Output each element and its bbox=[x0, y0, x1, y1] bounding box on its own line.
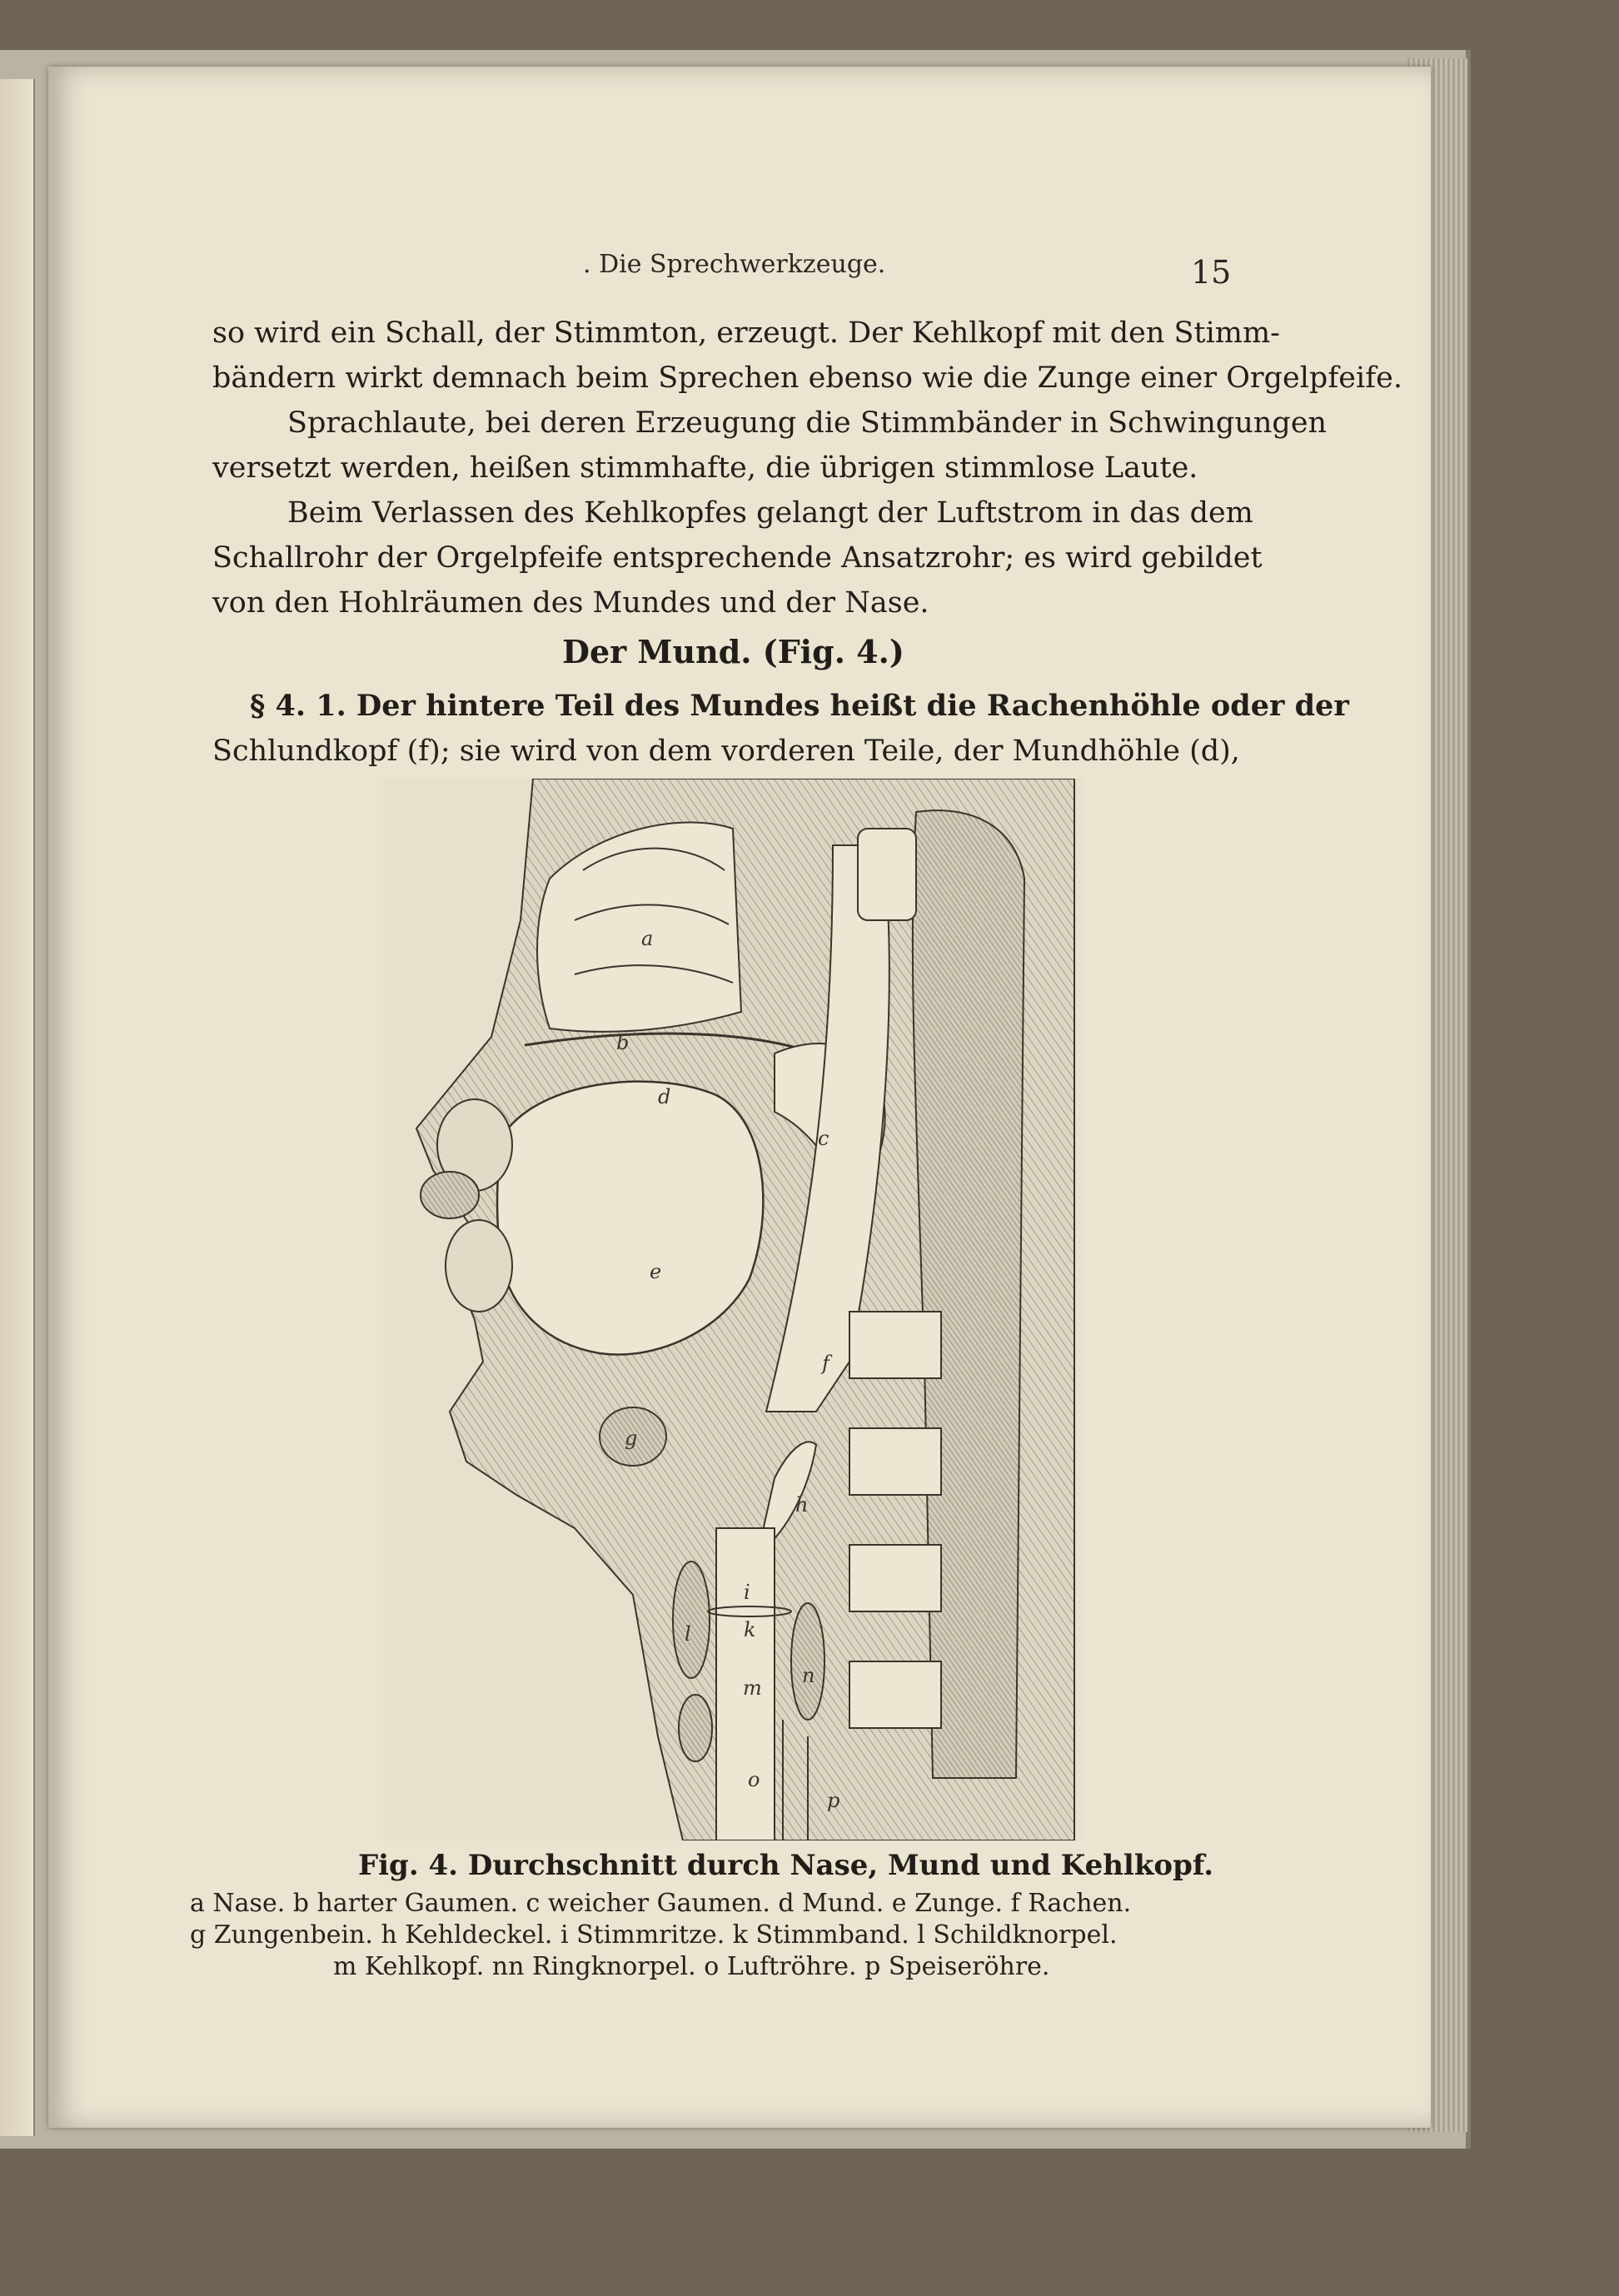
figure-label-f: f bbox=[822, 1352, 829, 1375]
figure-legend-line: a Nase. b harter Gaumen. c weicher Gaumen. d Mund. e Zunge. f Rachen. bbox=[190, 1889, 1132, 1918]
figure-legend-line: g Zungenbein. h Kehldeckel. i Stimmritze. k Stimmband. l Schildknorpel. bbox=[190, 1920, 1118, 1950]
figure-label-h: h bbox=[795, 1493, 809, 1517]
figure-label-a: a bbox=[641, 927, 654, 950]
figure-label-n: n bbox=[802, 1664, 815, 1687]
section-line: Schlundkopf (f); sie wird von dem vorderen Teile, der Mundhöhle (d), bbox=[212, 735, 1240, 768]
figure-label-o: o bbox=[748, 1768, 760, 1791]
running-title: . Die Sprechwerkzeuge. bbox=[583, 250, 886, 279]
figure-label-i: i bbox=[744, 1581, 750, 1604]
figure-label-m: m bbox=[743, 1676, 762, 1700]
section-heading: Der Mund. (Fig. 4.) bbox=[562, 633, 904, 670]
figure-label-k: k bbox=[744, 1618, 756, 1641]
paragraph-line: Beim Verlassen des Kehlkopfes gelangt der Luftstrom in das dem bbox=[287, 496, 1253, 530]
thyroid-cartilage bbox=[673, 1561, 710, 1678]
figure-label-p: p bbox=[827, 1789, 840, 1812]
paragraph-line: Schallrohr der Orgelpfeife entsprechende Ansatzrohr; es wird gebildet bbox=[212, 541, 1263, 575]
paragraph-line: bändern wirkt demnach beim Sprechen ebenso wie die Zunge einer Orgelpfeife. bbox=[212, 361, 1402, 395]
page-number: 15 bbox=[1191, 254, 1232, 291]
figure-label-d: d bbox=[658, 1085, 671, 1108]
vertebra bbox=[849, 1661, 941, 1728]
paragraph-line: Sprachlaute, bei deren Erzeugung die Stimmbänder in Schwingungen bbox=[287, 406, 1328, 440]
vertebra bbox=[849, 1312, 941, 1378]
arytenoid bbox=[791, 1603, 824, 1720]
figure-label-g: g bbox=[625, 1427, 638, 1450]
paragraph-line: versetzt werden, heißen stimmhafte, die übrigen stimmlose Laute. bbox=[212, 451, 1198, 485]
anatomical-cross-section-figure bbox=[383, 779, 1083, 1840]
figure-legend-line: m Kehlkopf. nn Ringknorpel. o Luftröhre. p Speiseröhre. bbox=[333, 1952, 1050, 1981]
figure-label-e: e bbox=[650, 1260, 662, 1283]
spine bbox=[913, 810, 1024, 1778]
figure-caption-title: Fig. 4. Durchschnitt durch Nase, Mund und Kehlkopf. bbox=[358, 1849, 1214, 1882]
vertebra bbox=[849, 1545, 941, 1611]
figure-label-l: l bbox=[685, 1622, 691, 1646]
paragraph-line: so wird ein Schall, der Stimmton, erzeugt. Der Kehlkopf mit den Stimm- bbox=[212, 316, 1280, 350]
section-line: § 4. 1. Der hintere Teil des Mundes heißt die Rachenhöhle oder der bbox=[250, 689, 1349, 723]
vertebra bbox=[849, 1428, 941, 1495]
previous-page-edge bbox=[0, 79, 35, 2136]
figure-label-b: b bbox=[616, 1031, 630, 1054]
vertebra bbox=[858, 829, 916, 920]
tongue bbox=[497, 1082, 763, 1355]
paragraph-line: von den Hohlräumen des Mundes und der Nase. bbox=[212, 586, 929, 620]
cricoid-cartilage bbox=[679, 1695, 712, 1761]
figure-label-c: c bbox=[818, 1127, 829, 1150]
